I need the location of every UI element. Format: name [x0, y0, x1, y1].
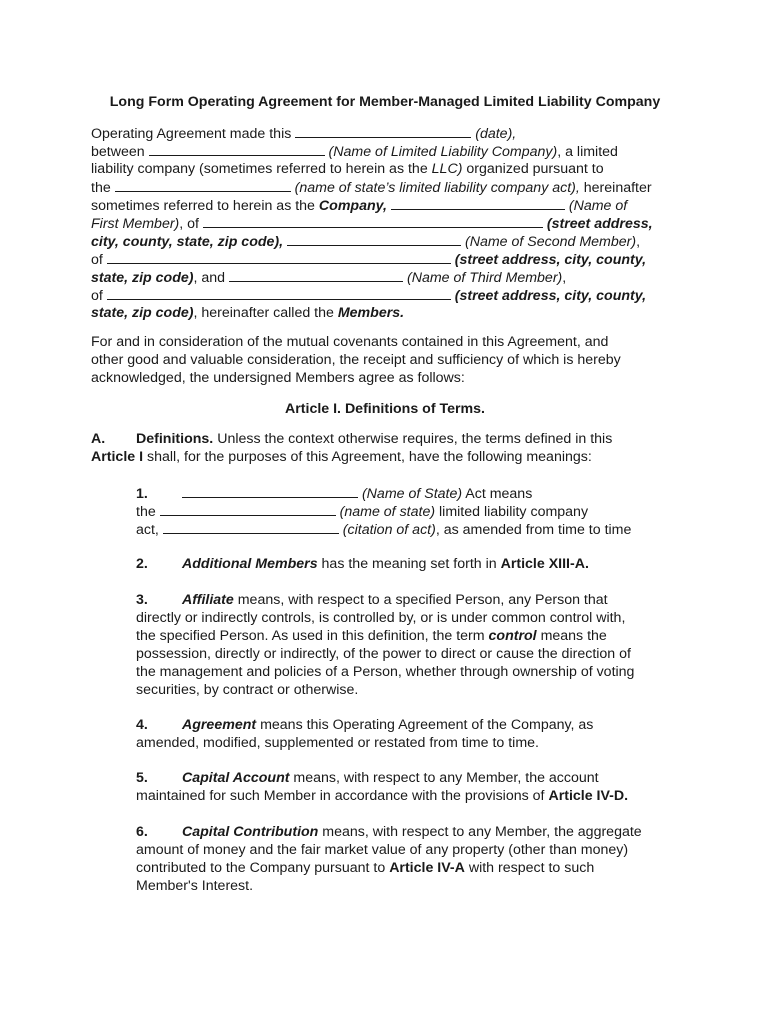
intro-line-7 [91, 232, 691, 250]
text: means, with respect to a specified Person, any Person that [237, 592, 608, 608]
intro-line-8 [91, 250, 691, 268]
third-member-blank [229, 268, 403, 282]
def1-line-2 [136, 502, 696, 520]
consideration-line: For and in consideration of the mutual covenants contained in this Agreement, and [91, 334, 609, 350]
text: organized pursuant to [466, 161, 604, 177]
text: means the [540, 628, 607, 644]
section-a-line-1 [91, 430, 691, 448]
text: (street address, [546, 216, 653, 232]
text: has the meaning set forth in [321, 556, 497, 572]
def-number: 4. [136, 717, 148, 733]
text: , [636, 234, 641, 250]
intro-paragraph [91, 124, 691, 322]
def-term: Affiliate [182, 592, 234, 608]
third-address-blank [107, 286, 451, 300]
definition-4 [136, 716, 696, 752]
def3-line-1 [136, 591, 696, 609]
text: (date), [475, 126, 517, 142]
text: Company, [318, 198, 387, 214]
def-number: 2. [136, 556, 148, 572]
date-blank [295, 124, 471, 138]
def3-line-3 [136, 627, 696, 645]
intro-line-5 [91, 196, 691, 214]
intro-line-11 [91, 304, 691, 322]
intro-line-2 [91, 142, 691, 160]
def2-line-1 [136, 555, 696, 573]
text: means, with respect to any Member, the aggregate [322, 824, 642, 840]
def6-line-3 [136, 859, 696, 877]
first-member-blank [391, 196, 565, 210]
section-label: Definitions. [136, 431, 214, 447]
def1-line-3 [136, 520, 696, 538]
text: First Member) [91, 216, 180, 232]
text: shall, for the purposes of this Agreement, have the following meanings: [147, 449, 592, 465]
state-blank [160, 502, 336, 516]
def4-line-2: amended, modified, supplemented or restated from time to time. [136, 735, 539, 751]
def-number: 1. [136, 486, 148, 502]
text: , hereinafter called the [193, 305, 334, 321]
intro-line-6 [91, 214, 691, 232]
text: Article IV-D. [548, 788, 629, 804]
text: Article IV-A [389, 860, 465, 876]
def3-line-5: the management and policies of a Person, whether through ownership of voting [136, 664, 635, 680]
definition-5 [136, 769, 696, 805]
intro-line-9 [91, 268, 691, 286]
def-number: 6. [136, 824, 148, 840]
text: Unless the context otherwise requires, the terms defined in this [217, 431, 613, 447]
text: means, with respect to any Member, the account [293, 770, 599, 786]
state-name-blank [182, 484, 358, 498]
text: , a limited [557, 144, 618, 160]
def-term: Capital Account [182, 770, 290, 786]
consideration-line: other good and valuable consideration, the receipt and sufficiency of which is hereby [91, 352, 621, 368]
text: the [91, 180, 111, 196]
text: the [136, 504, 156, 520]
text: (street address, city, county, [454, 288, 647, 304]
article-heading: Article I. Definitions of Terms. [285, 401, 485, 417]
text: , as amended from time to time [435, 522, 632, 538]
text: , and [193, 270, 226, 286]
text: contributed to the Company pursuant to [136, 860, 386, 876]
text: with respect to such [468, 860, 595, 876]
llc-name-blank [149, 142, 325, 156]
citation-blank [163, 520, 339, 534]
text: (Name of State) [361, 486, 463, 502]
section-a-line-2 [91, 448, 691, 466]
def5-line-2 [136, 787, 696, 805]
intro-line-3 [91, 160, 691, 178]
text: the specified Person. As used in this definition, the term [136, 628, 485, 644]
def1-line-1 [136, 484, 696, 502]
text: Members. [337, 305, 405, 321]
second-address-blank [107, 250, 451, 264]
text: of [91, 288, 103, 304]
text: means this Operating Agreement of the Company, as [260, 717, 594, 733]
intro-line-10 [91, 286, 691, 304]
text: Article XIII-A. [500, 556, 589, 572]
text: , [562, 270, 567, 286]
text: maintained for such Member in accordance with the provisions of [136, 788, 545, 804]
def-term: Additional Members [182, 556, 318, 572]
text: Act means [465, 486, 533, 502]
section-letter: A. [91, 431, 106, 447]
text: (street address, city, county, [454, 252, 647, 268]
text: (Name of Second Member) [465, 234, 637, 250]
first-address-blank [203, 214, 543, 228]
text: , of [179, 216, 199, 232]
text: (name of state) [339, 504, 436, 520]
second-member-blank [287, 232, 461, 246]
def5-line-1 [136, 769, 696, 787]
def4-line-1 [136, 716, 696, 734]
def-number: 3. [136, 592, 148, 608]
text: limited liability company [439, 504, 589, 520]
text: liability company (sometimes referred to herein as the [91, 161, 428, 177]
text: of [91, 252, 103, 268]
intro-line-4 [91, 178, 691, 196]
definition-2 [136, 555, 696, 573]
intro-line-1 [91, 124, 691, 142]
text: (Name of Limited Liability Company) [328, 144, 558, 160]
text: LLC) [431, 161, 463, 177]
def6-line-1 [136, 823, 696, 841]
text: hereinafter [583, 180, 652, 196]
consideration-line: acknowledged, the undersigned Members agree as follows: [91, 370, 465, 386]
text: act, [136, 522, 159, 538]
text: sometimes referred to herein as the [91, 198, 315, 214]
def-term: Capital Contribution [182, 824, 319, 840]
text: Operating Agreement made this [91, 126, 292, 142]
text: state, zip code) [91, 305, 194, 321]
text: (Name of [568, 198, 628, 214]
text: city, county, state, zip code), [91, 234, 284, 250]
text: (Name of Third Member) [406, 270, 563, 286]
text: state, zip code) [91, 270, 194, 286]
def3-line-4: possession, directly or indirectly, of the power to direct or cause the direction of [136, 646, 631, 662]
definition-1 [136, 484, 696, 538]
definition-6 [136, 823, 696, 895]
def6-line-2: amount of money and the fair market value of any property (other than money) [136, 842, 629, 858]
text: between [91, 144, 145, 160]
text: control [488, 628, 537, 644]
text: (name of state’s limited liability company act), [294, 180, 580, 196]
def6-line-4: Member's Interest. [136, 878, 254, 894]
def-term: Agreement [182, 717, 257, 733]
section-a [91, 430, 691, 466]
text: Article I [91, 449, 144, 465]
def-number: 5. [136, 770, 148, 786]
consideration-paragraph [91, 333, 691, 387]
def3-line-6: securities, by contract or otherwise. [136, 682, 359, 698]
definition-3 [136, 591, 696, 699]
text: (citation of act) [342, 522, 436, 538]
def3-line-2: directly or indirectly controls, is controlled by, or is under common control with, [136, 610, 626, 626]
state-act-blank [115, 178, 291, 192]
document-title: Long Form Operating Agreement for Member-Managed Limited Liability Company [109, 94, 661, 110]
